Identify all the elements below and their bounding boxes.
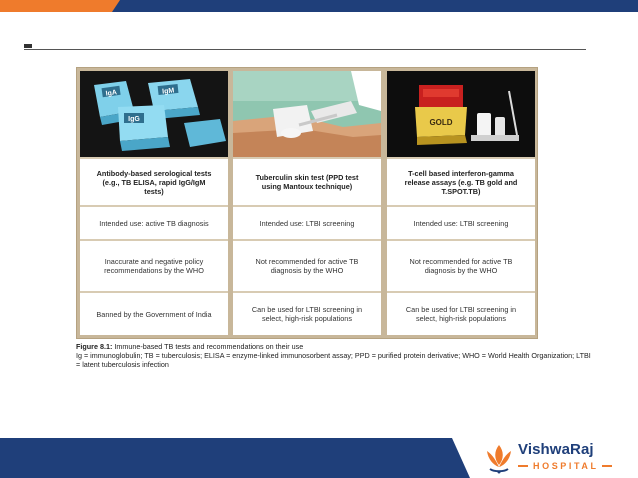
regulatory-status: Can be used for LTBI screening in select, high-risk populations [405,305,517,323]
top-banner [0,0,638,12]
antibody-kits-illustration [80,71,228,157]
bottom-banner [0,438,470,478]
test-name: T-cell based interferon-gamma release assays (e.g. TB gold and T.SPOT.TB) [404,168,518,196]
intended-use: Intended use: LTBI screening [259,218,355,228]
test-name: Tuberculin skin test (PPD test using Mantoux technique) [255,173,359,191]
figure-column-antibody [80,71,228,335]
policy-recommendation: Inaccurate and negative policy recommendations by the WHO [104,257,204,275]
header-dash [24,44,32,48]
lotus-logo-icon [484,441,514,475]
igra-kit-photo [387,71,535,157]
top-banner-orange-stripe [0,0,120,12]
logo-subtitle-row [518,461,630,471]
igra-illustration [387,71,535,157]
policy-recommendation: Not recommended for active TB diagnosis by the WHO [255,257,359,275]
logo-subtitle: HOSPITAL [533,461,599,471]
logo-name: VishwaRaj [518,441,594,458]
intended-use: Intended use: LTBI screening [413,218,509,228]
top-banner-navy-stripe [112,0,638,12]
figure-caption [76,342,596,369]
caption-title-text: Immune-based TB tests and recommendations on their use [112,342,304,351]
mantoux-injection-photo [233,71,381,157]
hospital-logo [482,440,632,476]
policy-recommendation: Not recommended for active TB diagnosis by the WHO [409,257,513,275]
mantoux-illustration [233,71,381,157]
kit-label-igg: IgG [128,116,140,123]
caption-title: Figure 8.1: [76,342,113,351]
test-name: Antibody-based serological tests (e.g., TB ELISA, rapid IgG/IgM tests) [96,168,212,196]
regulatory-status: Banned by the Government of India [96,309,212,319]
antibody-kits-photo [80,71,228,157]
kit-label-igm: IgM [161,87,175,96]
intended-use: Intended use: active TB diagnosis [99,218,209,228]
figure-column-tuberculin [233,71,381,335]
kit-box-igg [118,105,170,151]
logo-dash-left [518,465,528,467]
logo-dash-right [602,465,612,467]
caption-abbreviations: Ig = immunoglobulin; TB = tuberculosis; ELISA = enzyme-linked immunosorbent assay; PPD = purified protein derivative; WHO = World Health Organization; LTBI = latent tuberculosis infection [76,351,591,369]
header-divider [24,49,586,50]
kit-label-iga: IgA [105,89,118,98]
tb-tests-figure [76,67,538,339]
figure-column-igra [387,71,535,335]
kit-label-gold: GOLD [429,118,453,127]
regulatory-status: Can be used for LTBI screening in select, high-risk populations [251,305,363,323]
